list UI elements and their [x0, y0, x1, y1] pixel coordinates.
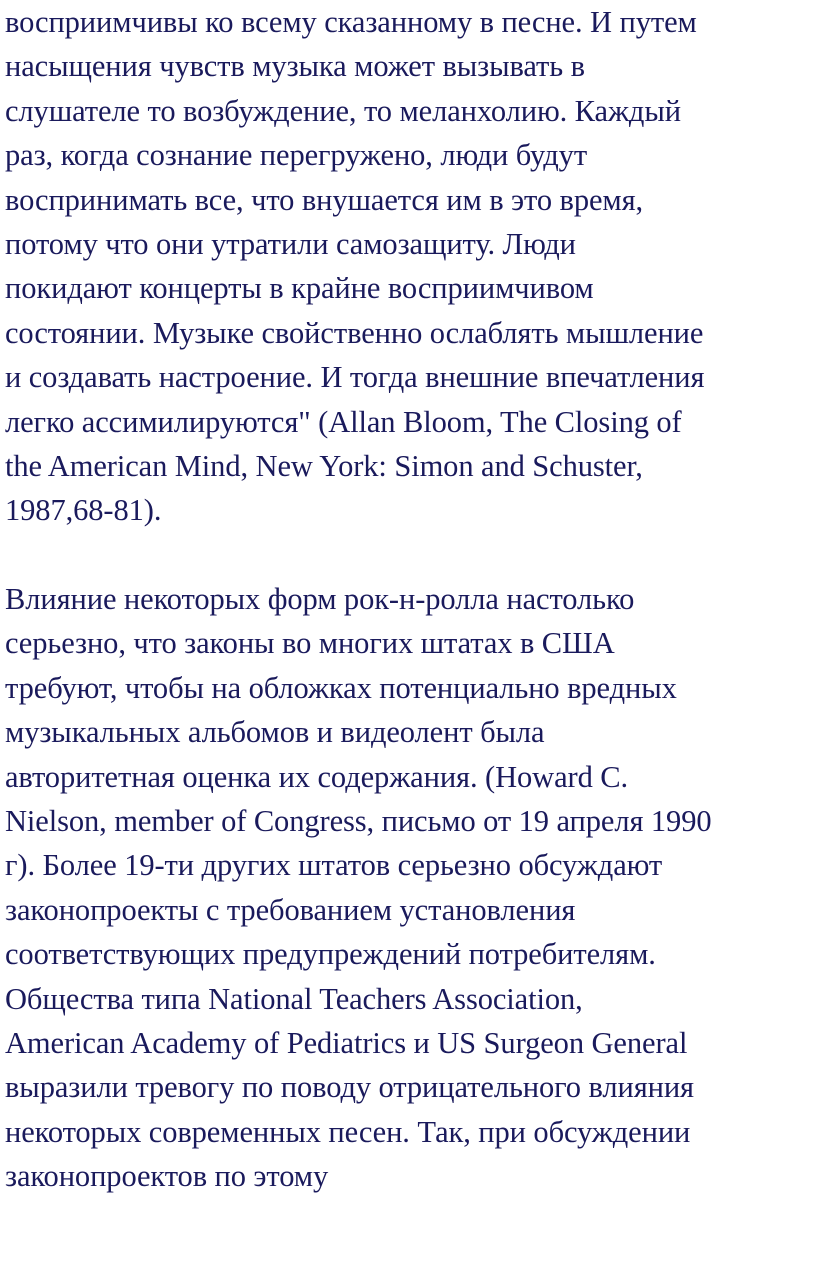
text-line: восприимчивы ко всему сказанному в песне. И путем: [5, 5, 697, 39]
text-line: American Academy of Pediatrics и US Surgeon General: [5, 1025, 688, 1060]
text-line: законопроектов по этому: [5, 1159, 329, 1194]
text-line: состоянии. Музыке свойственно ослаблять мышление: [5, 315, 704, 350]
text-line: покидают концерты в крайне восприимчивом: [5, 271, 594, 306]
paragraph-1: [5, 0, 813, 533]
text-line: the American Mind, New York: Simon and Schuster,: [5, 448, 643, 483]
text-line: законопроекты с требованием установления: [5, 892, 576, 927]
text-line: Влияние некоторых форм рок-н-ролла настолько: [5, 582, 635, 617]
text-line: некоторых современных песен. Так, при обсуждении: [5, 1114, 691, 1149]
text-line: слушателе то возбуждение, то меланхолию. Каждый: [5, 93, 681, 128]
text-line: серьезно, что законы во многих штатах в США: [5, 626, 615, 661]
text-line: соответствующих предупреждений потребителям.: [5, 937, 656, 972]
text-line: Общества типа National Teachers Association,: [5, 981, 583, 1016]
document-page: [5, 0, 813, 1199]
text-line: воспринимать все, что внушается им в это время,: [5, 182, 644, 217]
text-line: г). Более 19-ти других штатов серьезно обсуждают: [5, 848, 663, 883]
text-line: Nielson, member of Congress, письмо от 19 апреля 1990: [5, 804, 712, 839]
text-line: насыщения чувств музыка может вызывать в: [5, 49, 585, 84]
text-line: раз, когда сознание перегружено, люди будут: [5, 138, 588, 173]
text-line: выразили тревогу по поводу отрицательного влияния: [5, 1070, 694, 1105]
text-line: потому что они утратили самозащиту. Люди: [5, 226, 576, 261]
text-line: легко ассимилируются" (Allan Bloom, The Closing of: [5, 404, 682, 439]
paragraph-2: [5, 577, 813, 1198]
text-line: музыкальных альбомов и видеолент была: [5, 715, 545, 750]
text-line: авторитетная оценка их содержания. (Howard C.: [5, 759, 629, 794]
text-line: и создавать настроение. И тогда внешние впечатления: [5, 360, 705, 395]
text-line: требуют, чтобы на обложках потенциально вредных: [5, 670, 677, 705]
text-line: 1987,68-81).: [5, 493, 162, 528]
